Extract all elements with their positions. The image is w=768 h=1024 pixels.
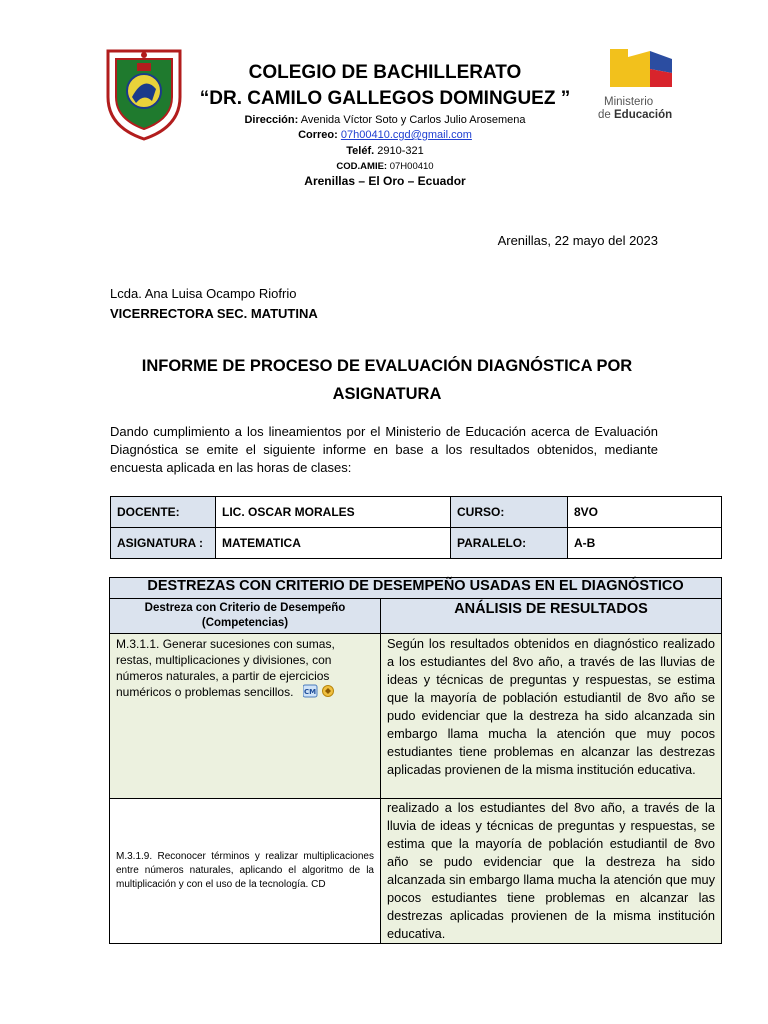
analysis-text: realizado a los estudiantes del 8vo año, a través de la lluvia de ideas y técnicas de preguntas y respuestas, se estima que la mayoría de población estudiantil de 8vo año se pudo evidenciar que la destreza ha sido alcanzada sin embargo llama mucha la atención que muy pocos estudiantes tiene problemas en alcanzar las destrezas aplicadas provienen de la misma institución educativa. — [381, 799, 722, 944]
competency-icons — [303, 684, 339, 702]
curso-label: CURSO: — [451, 497, 568, 528]
recipient-name: Lcda. Ana Luisa Ocampo Riofrio — [110, 286, 297, 301]
phone-value: 2910-321 — [374, 145, 424, 157]
school-name-line1: COLEGIO DE BACHILLERATO — [248, 62, 522, 83]
address-label: Dirección: — [244, 114, 299, 126]
asignatura-value: MATEMATICA — [216, 528, 451, 559]
skill-text: M.3.1.9. Reconocer términos y realizar multiplicaciones entre números naturales, aplicando el algoritmo de la multiplicación y con el uso de la tecnología. CD — [110, 799, 381, 944]
table-row — [110, 799, 722, 944]
skill-column-header: Destreza con Criterio de Desempeño (Competencias) — [110, 599, 381, 634]
address-value: Avenida Víctor Soto y Carlos Julio Arosemena — [298, 114, 526, 126]
asignatura-label: ASIGNATURA : — [111, 528, 216, 559]
ministry-name-line2 — [598, 109, 688, 122]
analysis-column-header: ANÁLISIS DE RESULTADOS — [381, 599, 722, 634]
skill-text: M.3.1.1. Generar sucesiones con sumas, restas, multiplicaciones y divisiones, con números naturales, a partir de ejercicios numéricos o problemas sencillos. — [116, 637, 335, 700]
ministry-of-education-logo — [598, 47, 688, 127]
amie-label: COD.AMIE: — [336, 161, 388, 172]
report-title-line2: ASIGNATURA — [332, 385, 442, 403]
ministry-flag-icon — [598, 47, 688, 91]
ministry-prefix: de — [598, 109, 614, 121]
paralelo-label: PARALELO: — [451, 528, 568, 559]
docente-value: LIC. OSCAR MORALES — [216, 497, 451, 528]
intro-paragraph: Dando cumplimiento a los lineamientos por el Ministerio de Educación acerca de Evaluación Diagnóstica se emite el siguiente informe en base a los resultados obtenidos, mediante encuesta aplicada en las horas de clases: — [110, 424, 658, 475]
report-title-line1: INFORME DE PROCESO DE EVALUACIÓN DIAGNÓSTICA POR — [141, 357, 633, 375]
curso-value: 8VO — [568, 497, 722, 528]
location-line: Arenillas – El Oro – Ecuador — [304, 174, 466, 188]
address-line — [180, 114, 590, 126]
docente-label: DOCENTE: — [111, 497, 216, 528]
recipient-title: VICERRECTORA SEC. MATUTINA — [110, 306, 318, 321]
phone-label: Teléf. — [346, 145, 375, 157]
amie-line — [180, 161, 590, 172]
ministry-bold: Educación — [614, 109, 673, 121]
skills-table-title: DESTREZAS CON CRITERIO DE DESEMPEÑO USADAS EN EL DIAGNÓSTICO — [110, 578, 722, 599]
paralelo-value: A-B — [568, 528, 722, 559]
email-link[interactable]: 07h00410.cgd@gmail.com — [340, 129, 472, 141]
letter-date: Arenillas, 22 mayo del 2023 — [497, 233, 658, 248]
school-seal-logo — [104, 45, 184, 141]
email-label: Correo: — [298, 129, 338, 141]
skill-cell — [110, 634, 381, 799]
skills-analysis-table — [109, 577, 722, 944]
analysis-text: Según los resultados obtenidos en diagnóstico realizado a los estudiantes del 8vo año, a través de las lluvias de ideas y técnicas de preguntas y respuestas, se estima que la mayoría de población estudiantil de 8vo año se pudo evidenciar que la destreza ha sido alcanzada sin embargo llama mucha la atención que muy pocos estudiantes tiene problemas en alcanzar las destrezas aplicadas provienen de la misma institución educativa. — [381, 634, 722, 799]
table-row — [110, 634, 722, 799]
email-line — [180, 129, 590, 141]
amie-value: 07H00410 — [387, 161, 434, 172]
course-info-table — [110, 496, 722, 559]
school-name-line2: “DR. CAMILO GALLEGOS DOMINGUEZ ” — [199, 88, 571, 109]
ministry-name-line1: Ministerio — [604, 96, 654, 108]
phone-line — [180, 145, 590, 157]
cm-icon-label: CM — [303, 688, 316, 696]
